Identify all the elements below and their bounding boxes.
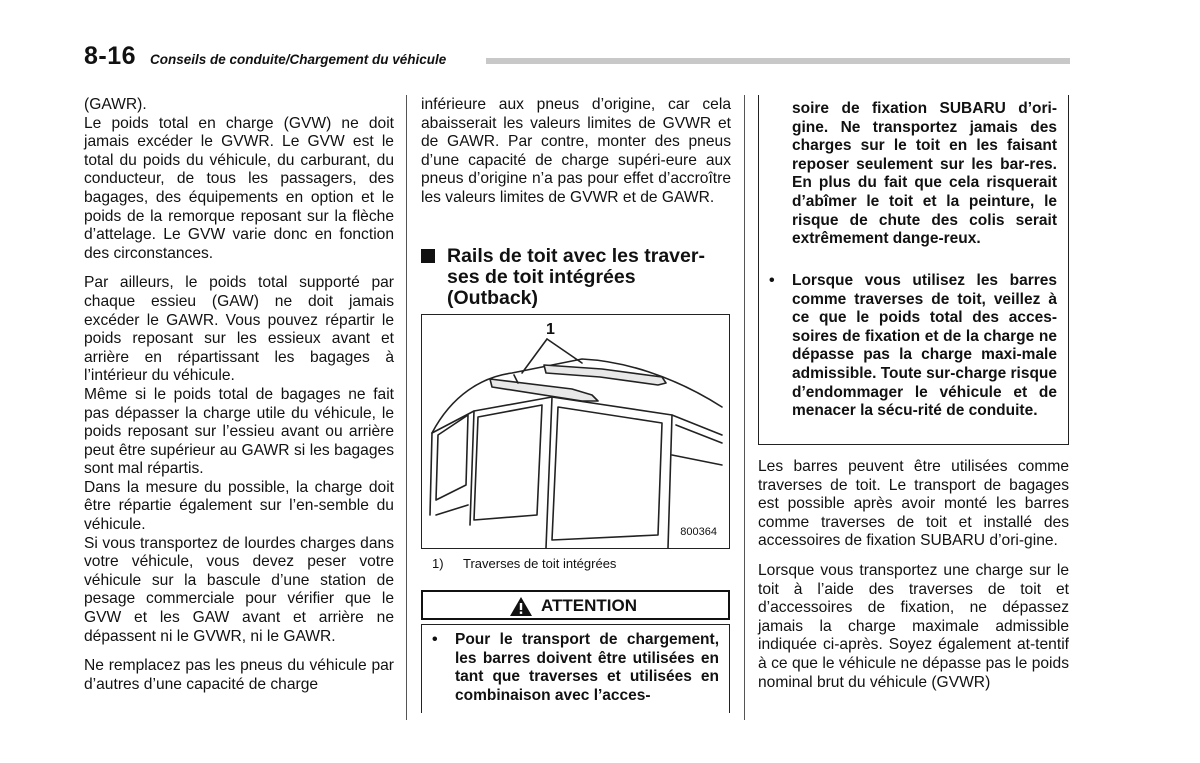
roof-rail-figure [421, 314, 730, 549]
column-divider-left [406, 95, 407, 720]
paragraph: Par ailleurs, le poids total supporté par chaque essieu (GAW) ne doit jamais excéder le GAWR. Vous pouvez répartir le poids reposant sur les essieux avant et arrière en répartissant les bagages à l’intérieur du véhicule. [84, 274, 394, 385]
section-title: Conseils de conduite/Chargement du véhicule [150, 52, 447, 67]
bullet-icon: • [769, 272, 775, 289]
warning-triangle-icon [509, 596, 533, 617]
caption-text: Traverses de toit intégrées [463, 556, 617, 571]
figure-code: 800364 [680, 526, 717, 538]
column-3 [758, 458, 1069, 692]
caption-number: 1) [432, 556, 444, 571]
paragraph: Dans la mesure du possible, la charge doit être répartie également sur l’en-semble du véhicule. [84, 478, 394, 534]
column-1 [84, 96, 394, 694]
paragraph: (GAWR). [84, 96, 147, 113]
attention-banner [421, 590, 730, 620]
page-number: 8-16 [84, 42, 137, 70]
header-rule [486, 58, 1070, 64]
warning-box-part-2 [758, 95, 1069, 445]
square-bullet-icon [421, 249, 435, 263]
car-roof-illustration-icon [422, 315, 729, 548]
column-2 [421, 96, 731, 208]
paragraph: Lorsque vous transportez une charge sur le toit à l’aide des traverses de toit et d’accessoires de fixation, ne dépassez jamais la charge maximale admissible indiquée ci-après. Soyez également at-tentif à ce que le véhicule ne dépasse pas le poids nominal brut du véhicule (GVWR) [758, 561, 1069, 691]
bullet-icon: • [432, 631, 438, 648]
warning-box-part-1 [421, 624, 730, 713]
page-header [84, 42, 1069, 70]
paragraph: Les barres peuvent être utilisées comme traverses de toit. Le transport de bagages est possible après avoir monté les barres comme traverses de toit et installé des accessoires de fixation SUBARU d’ori-gine. [758, 458, 1069, 550]
paragraph: inférieure aux pneus d’origine, car cela abaisserait les valeurs limites de GVWR et de GAWR. Par contre, monter des pneus d’une capacité de charge supéri-eure aux pneus d’origine n’a pas pour effet d’accroître les valeurs limites de GVWR et de GAWR. [421, 96, 731, 206]
paragraph: Ne remplacez pas les pneus du véhicule par d’autres d’une capacité de charge [84, 657, 394, 693]
attention-label: ATTENTION [541, 596, 638, 615]
paragraph: Même si le poids total de bagages ne fait pas dépasser la charge utile du véhicule, le poids reposant sur l’essieu avant ou arrière peut être supérieur au GAWR si les bagages sont mal répartis. [84, 385, 394, 478]
paragraph: Si vous transportez de lourdes charges dans votre véhicule, vous devez peser votre véhicule sur la bascule d’une station de pesage commerciale pour vérifier que le GVW et les GAW avant et arrière ne dépassent ni le GVWR, ni le GAWR. [84, 534, 394, 645]
subheading-text: Rails de toit avec les traver-ses de toit intégrées (Outback) [447, 245, 705, 309]
subheading [421, 246, 731, 309]
figure-callout-1: 1 [546, 321, 555, 338]
paragraph: Le poids total en charge (GVW) ne doit jamais excéder le GVWR. Le GVW est le total du poids du véhicule, du carburant, du conducteur, de tous les passagers, des bagages, des équipements en option et le poids de la remorque reposant sur la flèche d’attelage. Le GVW varie donc en fonction des circonstances. [84, 114, 394, 262]
figure-caption [432, 556, 616, 571]
column-divider-right [744, 95, 745, 720]
warning-text-1-cont: soire de fixation SUBARU d’ori-gine. Ne transportez jamais des charges sur le toit en les faisant reposer seulement sur les bar-res. En plus du fait que cela risquerait d’abîmer le toit et la peinture, le risque de chute des colis serait extrêmement dange-reux. [792, 100, 1057, 248]
warning-text-2: Lorsque vous utilisez les barres comme traverses de toit, veillez à ce que le poids total des acces-soires de fixation et de la charge ne dépasse pas la charge maxi-male admissible. Toute sur-charge risque d’endommager le véhicule et de menacer la sécu-rité de conduite. [792, 272, 1058, 420]
warning-text-1: Pour le transport de chargement, les barres doivent être utilisées en tant que traverses et utilisées en combinaison avec l’acces- [455, 631, 719, 704]
